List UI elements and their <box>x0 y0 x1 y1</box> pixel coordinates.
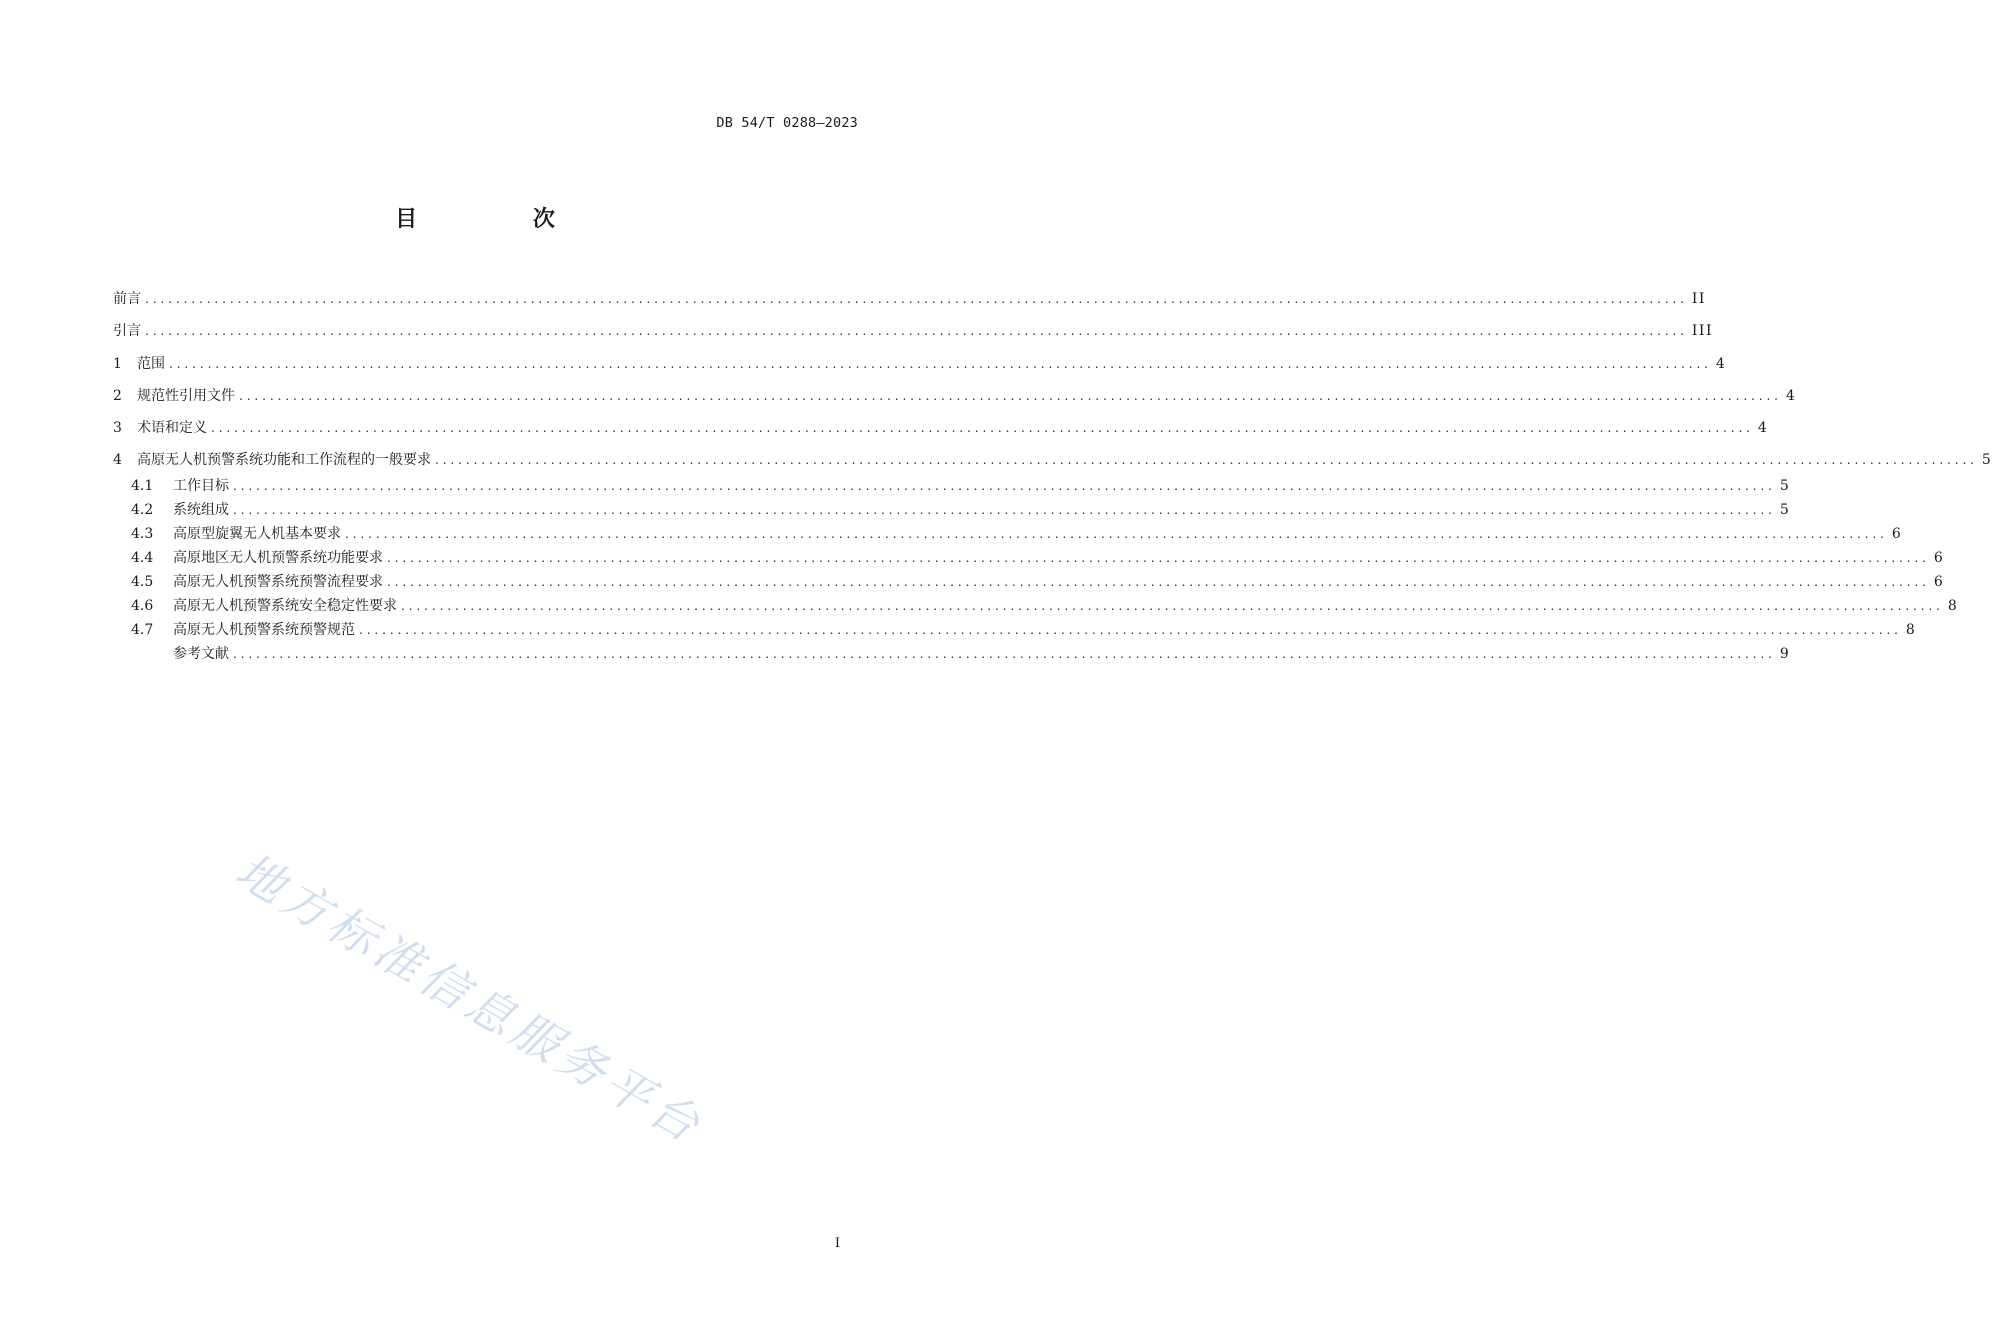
toc-entry-label: 高原无人机预警系统预警流程要求 <box>173 574 383 590</box>
toc-dot-leader: ........................................................................................................................................................................................................ <box>435 453 1978 467</box>
toc-entry[interactable] <box>131 572 1945 592</box>
toc-entry-number: 4.5 <box>131 574 154 590</box>
toc-dot-leader: ........................................................................................................................................................................................................ <box>145 324 1688 338</box>
toc-entry[interactable] <box>131 644 1791 664</box>
toc-dot-leader: ........................................................................................................................................................................................................ <box>211 421 1754 435</box>
toc-entry-page: 4 <box>1757 420 1769 436</box>
toc-entry-page: 6 <box>1933 574 1945 590</box>
toc-dot-leader: ........................................................................................................................................................................................................ <box>387 551 1930 565</box>
toc-entry-label: 高原地区无人机预警系统功能要求 <box>173 550 383 566</box>
toc-entry[interactable] <box>113 386 1797 406</box>
toc-entry-number: 3 <box>113 420 122 436</box>
toc-entry[interactable] <box>131 500 1791 520</box>
toc-entry-page: 8 <box>1947 598 1959 614</box>
toc-entry-label: 引言 <box>113 323 141 339</box>
toc-entry-number: 4 <box>113 452 122 468</box>
toc-entry-label: 高原无人机预警系统功能和工作流程的一般要求 <box>137 452 431 468</box>
toc-entry-page: 6 <box>1891 526 1903 542</box>
toc-entry[interactable] <box>131 596 1959 616</box>
toc-entry-page: 5 <box>1779 478 1791 494</box>
toc-dot-leader: ........................................................................................................................................................................................................ <box>233 647 1776 661</box>
toc-entry[interactable] <box>113 354 1727 374</box>
standard-code: DB 54/T 0288—2023 <box>716 115 858 131</box>
toc-entry-page: 6 <box>1933 550 1945 566</box>
toc-entry-number: 4.6 <box>131 598 154 614</box>
toc-entry-label: 高原型旋翼无人机基本要求 <box>173 526 341 542</box>
toc-entry[interactable] <box>131 620 1917 640</box>
toc-entry-page: 5 <box>1981 452 1992 468</box>
toc-entry[interactable] <box>131 476 1791 496</box>
page-number: I <box>834 1236 840 1251</box>
toc-entry-label: 参考文献 <box>173 646 229 662</box>
toc-dot-leader: ........................................................................................................................................................................................................ <box>401 599 1944 613</box>
toc-entry-label: 规范性引用文件 <box>137 388 235 404</box>
toc-entry-page: 8 <box>1905 622 1917 638</box>
toc-entry-label: 系统组成 <box>173 502 229 518</box>
toc-dot-leader: ........................................................................................................................................................................................................ <box>387 575 1930 589</box>
toc-entry[interactable] <box>113 321 1713 341</box>
toc-dot-leader: ........................................................................................................................................................................................................ <box>233 503 1776 517</box>
toc-entry-page: III <box>1691 323 1713 339</box>
toc-dot-leader: ........................................................................................................................................................................................................ <box>145 292 1688 306</box>
toc-entry-number: 4.7 <box>131 622 154 638</box>
toc-entry-number: 4.3 <box>131 526 154 542</box>
toc-entry[interactable] <box>113 289 1706 309</box>
toc-entry[interactable] <box>113 450 1992 470</box>
toc-entry[interactable] <box>131 524 1903 544</box>
toc-entry-number: 4.4 <box>131 550 154 566</box>
toc-dot-leader: ........................................................................................................................................................................................................ <box>233 479 1776 493</box>
toc-entry-page: 9 <box>1779 646 1791 662</box>
toc-dot-leader: ........................................................................................................................................................................................................ <box>169 357 1712 371</box>
toc-entry-number: 4.2 <box>131 502 154 518</box>
watermark: 地方标准信息服务平台 <box>226 843 713 1156</box>
toc-dot-leader: ........................................................................................................................................................................................................ <box>239 389 1782 403</box>
toc-entry-label: 高原无人机预警系统预警规范 <box>173 622 355 638</box>
toc-entry-label: 术语和定义 <box>137 420 207 436</box>
toc-entry-label: 工作目标 <box>173 478 229 494</box>
toc-entry-label: 范围 <box>137 356 165 372</box>
toc-entry-label: 前言 <box>113 291 141 307</box>
toc-entry[interactable] <box>131 548 1945 568</box>
toc-dot-leader: ........................................................................................................................................................................................................ <box>345 527 1888 541</box>
toc-entry-label: 高原无人机预警系统安全稳定性要求 <box>173 598 397 614</box>
toc-entry-page: 4 <box>1715 356 1727 372</box>
toc-entry-page: II <box>1691 291 1706 307</box>
toc-entry-number: 4.1 <box>131 478 154 494</box>
toc-entry-number: 1 <box>113 356 122 372</box>
toc-entry[interactable] <box>113 418 1769 438</box>
toc-dot-leader: ........................................................................................................................................................................................................ <box>359 623 1902 637</box>
toc-entry-page: 4 <box>1785 388 1797 404</box>
toc-title: 目 次 <box>395 207 609 232</box>
toc-entry-page: 5 <box>1779 502 1791 518</box>
toc-entry-number: 2 <box>113 388 122 404</box>
